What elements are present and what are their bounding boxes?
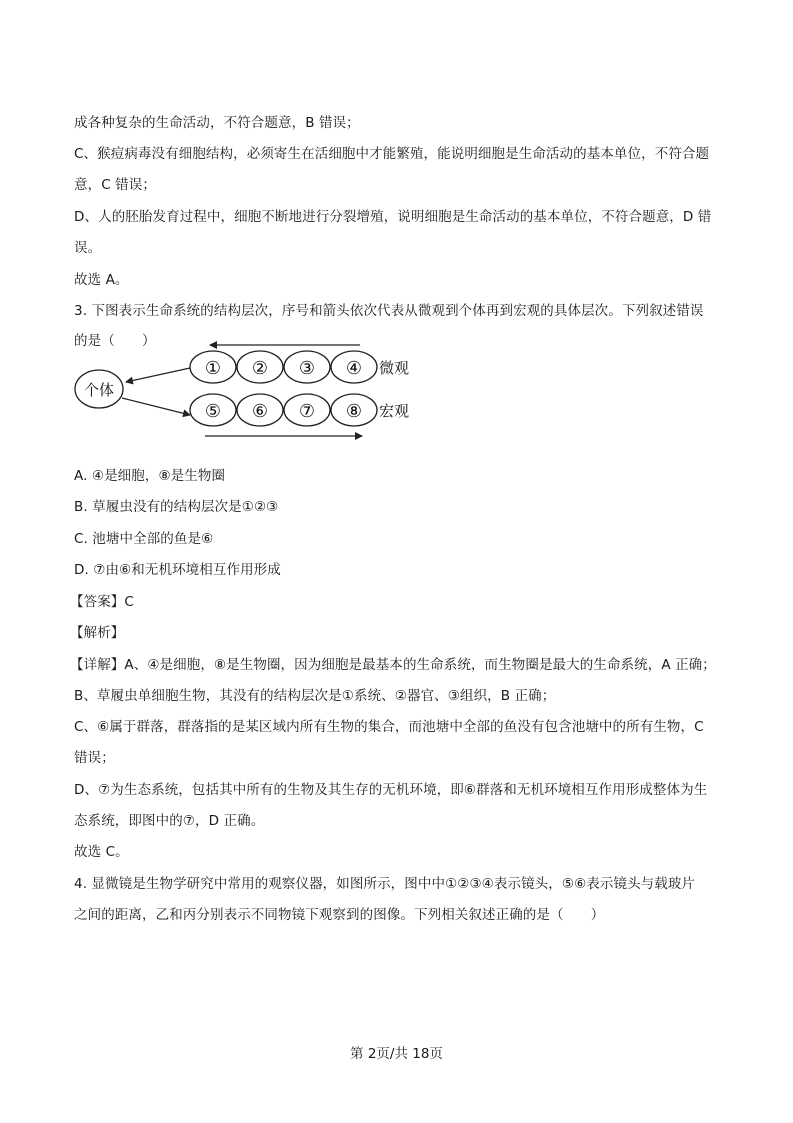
- analysis-line: 故选 C。: [74, 844, 129, 860]
- analysis-line: C、⑥属于群落，群落指的是某区域内所有生物的集合，而池塘中全部的鱼没有包含池塘中的所有生物，C: [74, 719, 704, 735]
- bottom-row: [190, 394, 377, 426]
- level-label: ②: [251, 358, 269, 379]
- level-label: ①: [204, 358, 222, 379]
- arrow-from-individual: [122, 398, 190, 415]
- analysis-line: 错误；: [74, 750, 115, 766]
- option-c: C. 池塘中全部的鱼是⑥: [74, 531, 214, 547]
- level-label: ⑦: [298, 401, 316, 422]
- option-d: D. ⑦由⑥和无机环境相互作用形成: [74, 562, 281, 578]
- analysis-line: 态系统，即图中的⑦，D 正确。: [74, 813, 265, 829]
- paragraph-line: D、人的胚胎发育过程中，细胞不断地进行分裂增殖，说明细胞是生命活动的基本单位，不符合题意，D 错: [74, 209, 712, 225]
- level-label: ⑤: [204, 401, 222, 422]
- top-row: [190, 351, 377, 383]
- question-4-stem: 4. 显微镜是生物学研究中常用的观察仪器，如图所示，图中中①②③④表示镜头，⑤⑥表示镜头与载玻片: [74, 876, 696, 892]
- level-label: ⑥: [251, 401, 269, 422]
- option-a: A. ④是细胞，⑧是生物圈: [74, 468, 226, 484]
- paragraph-line: 意，C 错误；: [74, 177, 156, 193]
- arrow-to-individual: [126, 368, 190, 382]
- level-label: ⑧: [345, 401, 363, 422]
- paragraph-line: 故选 A。: [74, 272, 129, 288]
- life-system-diagram: [70, 335, 430, 450]
- question-4-stem-cont: 之间的距离，乙和丙分别表示不同物镜下观察到的图像。下列相关叙述正确的是（ ）: [74, 907, 605, 923]
- answer-line: 【答案】C: [70, 594, 134, 610]
- paragraph-line: 成各种复杂的生命活动，不符合题意，B 错误；: [74, 115, 360, 131]
- analysis-line: D、⑦为生态系统，包括其中所有的生物及其生存的无机环境，即⑥群落和无机环境相互作用形成整体为生: [74, 782, 708, 798]
- micro-label: 微观: [379, 359, 410, 377]
- paragraph-line: C、猴痘病毒没有细胞结构，必须寄生在活细胞中才能繁殖，能说明细胞是生命活动的基本单位，不符合题: [74, 146, 710, 162]
- level-label: ④: [345, 358, 363, 379]
- option-b: B. 草履虫没有的结构层次是①②③: [74, 499, 279, 515]
- analysis-line: 【详解】A、④是细胞，⑧是生物圈，因为细胞是最基本的生命系统，而生物圈是最大的生命系统，A 正确；: [70, 657, 716, 673]
- macro-label: 宏观: [379, 402, 410, 420]
- individual-label: 个体: [83, 381, 115, 399]
- page-number: 第 2页/共 18页: [350, 1046, 443, 1062]
- analysis-line: B、草履虫单细胞生物，其没有的结构层次是①系统、②器官、③组织，B 正确；: [74, 688, 556, 704]
- analysis-title: 【解析】: [70, 625, 125, 641]
- level-label: ③: [298, 358, 316, 379]
- question-3-stem: 3. 下图表示生命系统的结构层次，序号和箭头依次代表从微观到个体再到宏观的具体层次。下列叙述错误: [74, 303, 704, 319]
- paragraph-line: 误。: [74, 240, 102, 256]
- question-3-stem-cont: 的是（ ）: [74, 333, 156, 349]
